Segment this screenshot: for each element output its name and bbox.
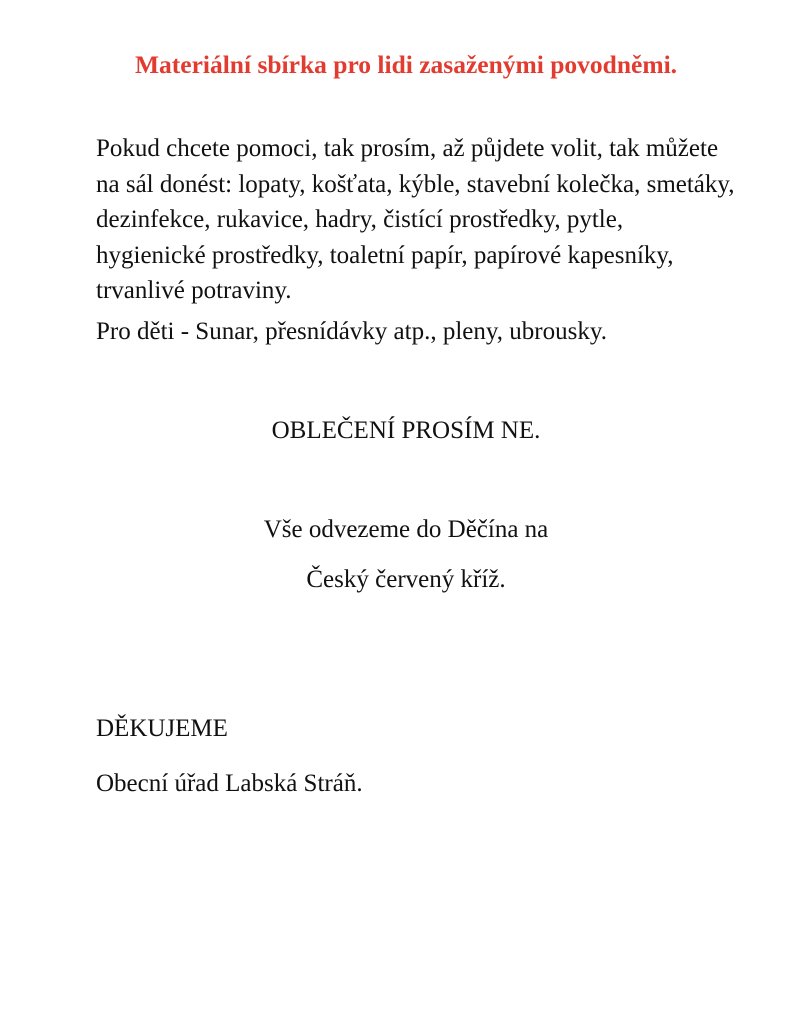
delivery-line-2: Český červený kříž. bbox=[306, 566, 506, 593]
document-title: Materiální sbírka pro lidi zasaženými povodněmi. bbox=[134, 50, 678, 79]
thanks-heading: DĚKUJEME bbox=[96, 715, 228, 742]
children-paragraph: Pro děti - Sunar, přesnídávky atp., pleny, ubrousky. bbox=[96, 318, 607, 345]
intro-paragraph: Pokud chcete pomoci, tak prosím, až půjdete volit, tak můžete na sál donést: lopaty, košťata, kýble, stavební kolečka, smetáky, dezinfekce, rukavice, hadry, čistící prostředky, pytle, hygienické prostředky, toaletní papír, papírové kapesníky, trvanlivé potraviny. bbox=[96, 135, 735, 304]
signature: Obecní úřad Labská Stráň. bbox=[96, 770, 363, 797]
delivery-line-1: Vše odvezeme do Děčína na bbox=[263, 516, 549, 543]
clothing-notice: OBLEČENÍ PROSÍM NE. bbox=[271, 417, 541, 444]
